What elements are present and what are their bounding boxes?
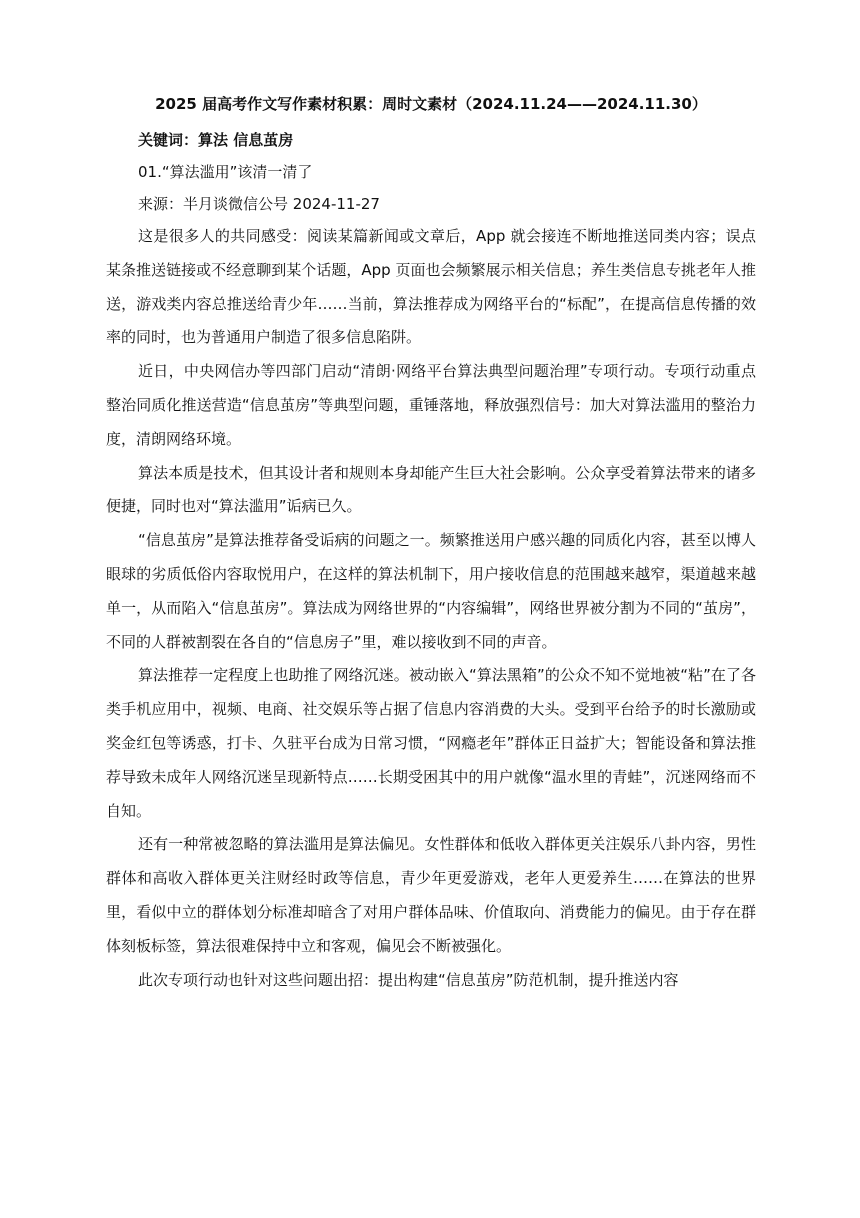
- source-line: 来源：半月谈微信公号 2024-11-27: [138, 195, 380, 213]
- keywords-line: 关键词：算法 信息茧房: [138, 131, 294, 149]
- paragraph-5: 算法推荐一定程度上也助推了网络沉迷。被动嵌入“算法黑箱”的公众不知不觉地被“粘”在了各类手机应用中，视频、电商、社交娱乐等占据了信息内容消费的大头。受到平台给予的时长激励或奖金红包等诱惑，打卡、久驻平台成为日常习惯，“网瘾老年”群体正日益扩大；智能设备和算法推荐导致未成年人网络沉迷呈现新特点……长期受困其中的用户就像“温水里的青蛙”，沉迷网络而不自知。: [106, 666, 756, 820]
- document-title: 2025 届高考作文写作素材积累：周时文素材（2024.11.24——2024.11.30）: [155, 95, 707, 113]
- section-heading: 01.“算法滥用”该清一清了: [138, 163, 313, 181]
- paragraph-7: 此次专项行动也针对这些问题出招：提出构建“信息茧房”防范机制，提升推送内容: [138, 970, 679, 989]
- paragraph-3: 算法本质是技术，但其设计者和规则本身却能产生巨大社会影响。公众享受着算法带来的诸多便捷，同时也对“算法滥用”诟病已久。: [106, 463, 756, 516]
- paragraph-2: 近日，中央网信办等四部门启动“清朗·网络平台算法典型问题治理”专项行动。专项行动重点整治同质化推送营造“信息茧房”等典型问题，重锤落地，释放强烈信号：加大对算法滥用的整治力度，清朗网络环境。: [106, 362, 756, 448]
- paragraph-6: 还有一种常被忽略的算法滥用是算法偏见。女性群体和低收入群体更关注娱乐八卦内容，男性群体和高收入群体更关注财经时政等信息，青少年更爱游戏，老年人更爱养生……在算法的世界里，看似中立的群体划分标准却暗含了对用户群体品味、价值取向、消费能力的偏见。由于存在群体刻板标签，算法很难保持中立和客观，偏见会不断被强化。: [106, 835, 756, 955]
- paragraph-4: “信息茧房”是算法推荐备受诟病的问题之一。频繁推送用户感兴趣的同质化内容，甚至以博人眼球的劣质低俗内容取悦用户，在这样的算法机制下，用户接收信息的范围越来越窄，渠道越来越单一，从而陷入“信息茧房”。算法成为网络世界的“内容编辑”，网络世界被分割为不同的“茧房”，不同的人群被割裂在各自的“信息房子”里，难以接收到不同的声音。: [106, 531, 756, 651]
- paragraph-1: 这是很多人的共同感受：阅读某篇新闻或文章后，App 就会接连不断地推送同类内容；误点某条推送链接或不经意聊到某个话题，App 页面也会频繁展示相关信息；养生类信息专挑老年人推送，游戏类内容总推送给青少年……当前，算法推荐成为网络平台的“标配”，在提高信息传播的效率的同时，也为普通用户制造了很多信息陷阱。: [106, 227, 756, 347]
- document-body: [106, 88, 756, 997]
